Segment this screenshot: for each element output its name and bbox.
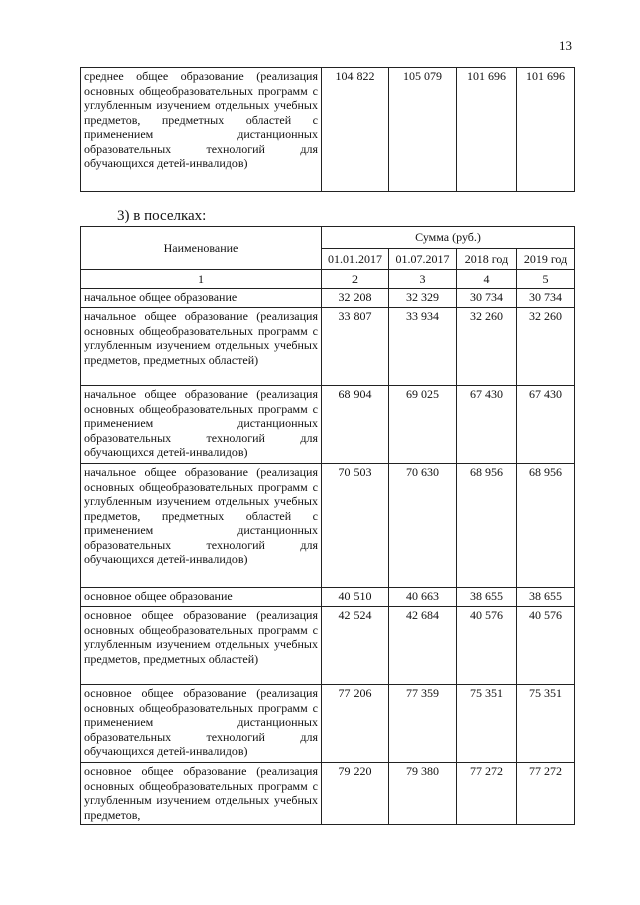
value-01-07-2017: 40 663 bbox=[389, 588, 457, 607]
value-01-01-2017: 70 503 bbox=[322, 464, 389, 588]
header-row bbox=[81, 227, 575, 249]
table-row bbox=[81, 68, 575, 192]
row-name: начальное общее образование (реализация основных общеобразовательных программ с углубленным изучением отдельных учебных предметов, предметных областей с применением дистанционных образовательных технологий для обучающихся детей-инвалидов) bbox=[81, 464, 322, 588]
value-01-07-2017: 42 684 bbox=[389, 607, 457, 685]
table-row bbox=[81, 588, 575, 607]
value-01-01-2017: 32 208 bbox=[322, 289, 389, 308]
value-01-07-2017: 77 359 bbox=[389, 685, 457, 763]
row-name: основное общее образование (реализация основных общеобразовательных программ с углубленным изучением отдельных учебных предметов, bbox=[81, 763, 322, 825]
value-01-07-2017: 33 934 bbox=[389, 308, 457, 386]
header-name: Наименование bbox=[81, 227, 322, 270]
table-row bbox=[81, 607, 575, 685]
table-row bbox=[81, 685, 575, 763]
value-2019: 38 655 bbox=[517, 588, 575, 607]
row-name: начальное общее образование (реализация основных общеобразовательных программ с углубленным изучением отдельных учебных предметов, предметных областей) bbox=[81, 308, 322, 386]
value-2018: 75 351 bbox=[457, 685, 517, 763]
page-number: 13 bbox=[559, 38, 572, 53]
row-name: среднее общее образование (реализация основных общеобразовательных программ с углубленным изучением отдельных учебных предметов, предметных областей с применением дистанционных образовательных технологий для обучающихся детей-инвалидов) bbox=[81, 68, 322, 192]
row-name: основное общее образование bbox=[81, 588, 322, 607]
value-2019: 101 696 bbox=[517, 68, 575, 192]
value-2018: 68 956 bbox=[457, 464, 517, 588]
settlements-cost-table bbox=[80, 226, 575, 825]
value-2019: 75 351 bbox=[517, 685, 575, 763]
value-2018: 38 655 bbox=[457, 588, 517, 607]
row-name: основное общее образование (реализация основных общеобразовательных программ с углубленным изучением отдельных учебных предметов, предметных областей) bbox=[81, 607, 322, 685]
table-row bbox=[81, 308, 575, 386]
value-01-07-2017: 32 329 bbox=[389, 289, 457, 308]
value-2018: 40 576 bbox=[457, 607, 517, 685]
value-2018: 30 734 bbox=[457, 289, 517, 308]
value-01-01-2017: 68 904 bbox=[322, 386, 389, 464]
value-01-01-2017: 77 206 bbox=[322, 685, 389, 763]
top-table-continuation bbox=[80, 67, 575, 192]
table-row bbox=[81, 386, 575, 464]
column-number: 4 bbox=[457, 270, 517, 289]
column-number: 3 bbox=[389, 270, 457, 289]
section-heading: 3) в поселках: bbox=[117, 208, 207, 224]
row-name: начальное общее образование bbox=[81, 289, 322, 308]
column-numbers-row bbox=[81, 270, 575, 289]
value-2019: 67 430 bbox=[517, 386, 575, 464]
value-2019: 77 272 bbox=[517, 763, 575, 825]
value-2019: 30 734 bbox=[517, 289, 575, 308]
header-sum-group: Сумма (руб.) bbox=[322, 227, 575, 249]
column-number: 2 bbox=[322, 270, 389, 289]
header-col-01-07-2017: 01.07.2017 bbox=[389, 249, 457, 270]
header-col-2019: 2019 год bbox=[517, 249, 575, 270]
value-01-07-2017: 69 025 bbox=[389, 386, 457, 464]
value-01-01-2017: 104 822 bbox=[322, 68, 389, 192]
value-01-01-2017: 79 220 bbox=[322, 763, 389, 825]
header-col-2018: 2018 год bbox=[457, 249, 517, 270]
table-row bbox=[81, 289, 575, 308]
value-01-07-2017: 70 630 bbox=[389, 464, 457, 588]
table-row bbox=[81, 464, 575, 588]
row-name: начальное общее образование (реализация основных общеобразовательных программ с применением дистанционных образовательных технологий для обучающихся детей-инвалидов) bbox=[81, 386, 322, 464]
value-01-07-2017: 105 079 bbox=[389, 68, 457, 192]
value-2018: 67 430 bbox=[457, 386, 517, 464]
value-01-01-2017: 33 807 bbox=[322, 308, 389, 386]
value-2018: 77 272 bbox=[457, 763, 517, 825]
value-01-01-2017: 40 510 bbox=[322, 588, 389, 607]
value-01-07-2017: 79 380 bbox=[389, 763, 457, 825]
column-number: 1 bbox=[81, 270, 322, 289]
value-2019: 68 956 bbox=[517, 464, 575, 588]
table-row bbox=[81, 763, 575, 825]
value-01-01-2017: 42 524 bbox=[322, 607, 389, 685]
value-2018: 101 696 bbox=[457, 68, 517, 192]
header-col-01-01-2017: 01.01.2017 bbox=[322, 249, 389, 270]
value-2019: 32 260 bbox=[517, 308, 575, 386]
column-number: 5 bbox=[517, 270, 575, 289]
value-2018: 32 260 bbox=[457, 308, 517, 386]
row-name: основное общее образование (реализация основных общеобразовательных программ с применением дистанционных образовательных технологий для обучающихся детей-инвалидов) bbox=[81, 685, 322, 763]
value-2019: 40 576 bbox=[517, 607, 575, 685]
